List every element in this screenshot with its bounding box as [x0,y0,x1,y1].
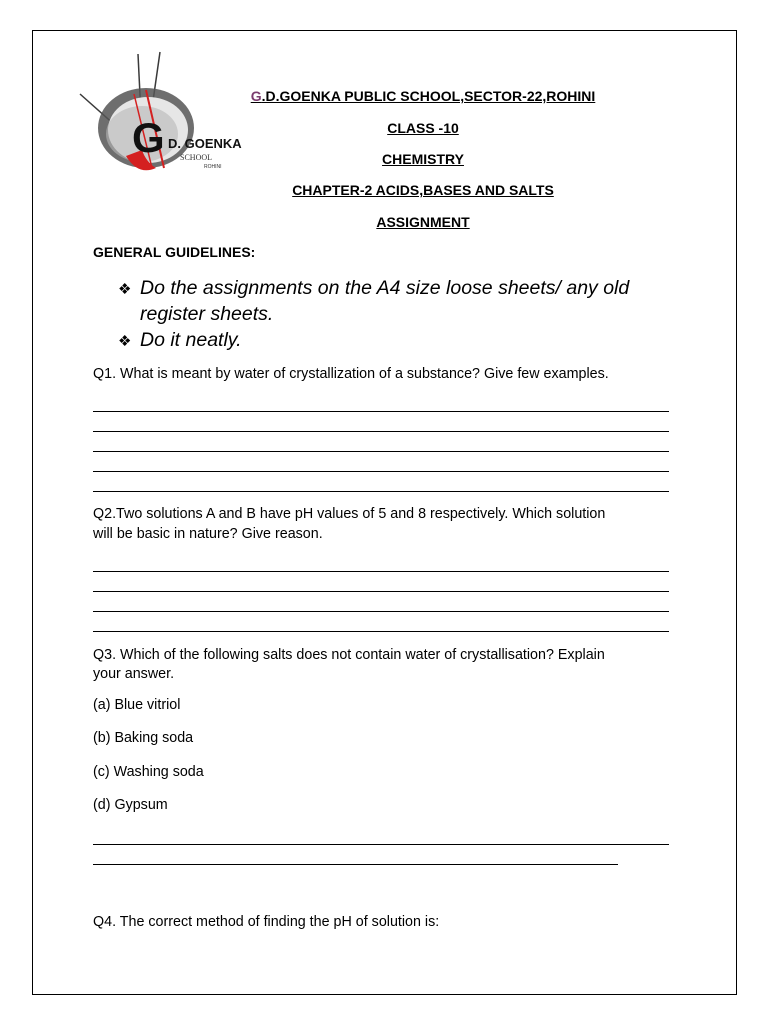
guideline-item-continued: register sheets. [140,303,274,325]
option-a: (a) Blue vitriol [93,697,181,713]
chapter-title: CHAPTER-2 ACIDS,BASES AND SALTS [292,182,554,198]
option-b: (b) Baking soda [93,730,194,746]
logo-sub1: SCHOOL [180,153,213,162]
answer-lines-q3 [93,844,669,884]
guidelines-title: GENERAL GUIDELINES: [93,244,256,260]
school-title [220,88,626,104]
school-name: .D.GOENKA PUBLIC SCHOOL,SECTOR-22,ROHINI [261,88,596,104]
school-initial: G [250,88,262,104]
logo-letter: G [132,114,165,161]
logo-sub2: ROHINI [204,164,222,170]
diamond-bullet-icon: ❖ [118,333,132,350]
question-2-line1: Q2.Two solutions A and B have pH values of 5 and 8 respectively. Which solution [93,506,606,522]
option-c: (c) Washing soda [93,764,204,780]
guideline-text: Do it neatly. [140,329,242,351]
question-3-line2: your answer. [93,666,175,682]
question-3-line1: Q3. Which of the following salts does not contain water of crystallisation? Explain [93,647,605,663]
question-4: Q4. The correct method of finding the pH of solution is: [93,914,440,930]
diamond-bullet-icon: ❖ [118,281,132,298]
answer-lines-q1 [93,411,669,511]
subject-title: CHEMISTRY [382,151,464,167]
guideline-text: Do the assignments on the A4 size loose sheets/ any old [140,277,630,299]
answer-lines-q2 [93,571,669,651]
class-title: CLASS -10 [387,120,459,136]
guideline-item [118,327,242,355]
question-2-line2: will be basic in nature? Give reason. [93,526,323,542]
question-1: Q1. What is meant by water of crystallization of a substance? Give few examples. [93,366,609,382]
doc-type-title: ASSIGNMENT [376,214,470,230]
guideline-item [118,275,629,303]
logo-name: D. GOENKA [168,136,242,151]
option-d: (d) Gypsum [93,797,168,813]
